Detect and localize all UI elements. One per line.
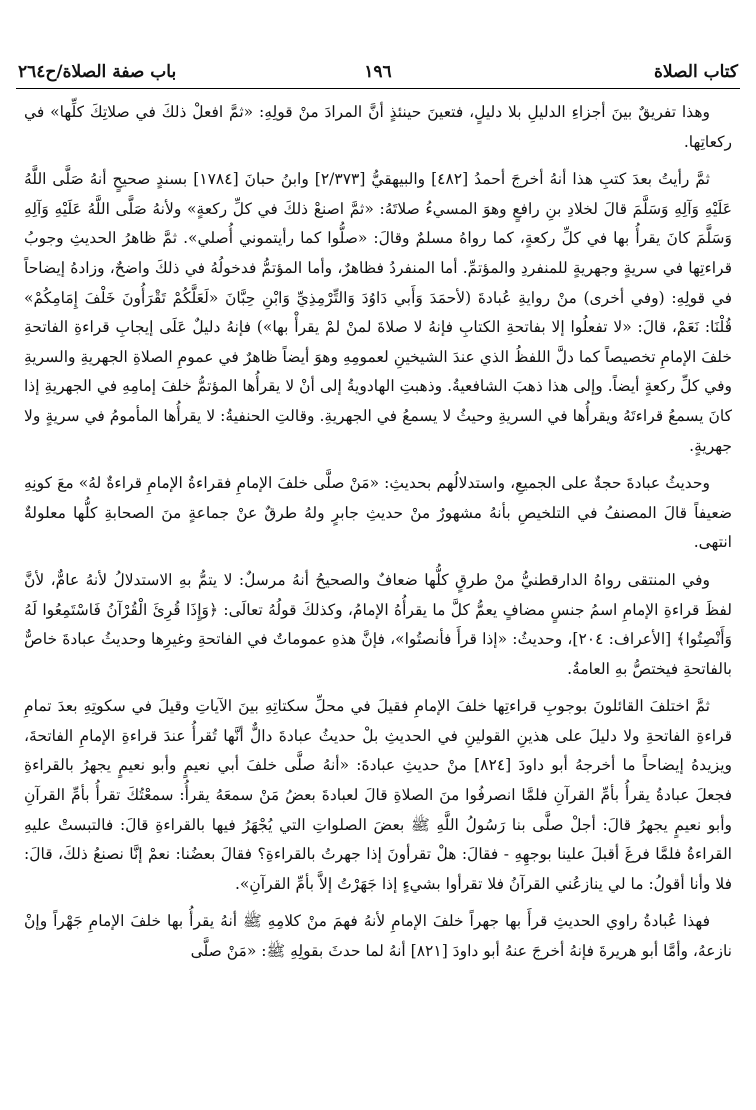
running-header xyxy=(18,58,738,88)
page-number: ١٩٦ xyxy=(364,62,392,82)
header-rule xyxy=(16,88,740,89)
chapter-reference: باب صفة الصلاة/ح٢٦٤ xyxy=(18,62,177,82)
paragraph: فهذا عُبادةُ راوي الحديثِ قرأَ بها جهراً خلفَ الإمامِ لأنهُ فهمَ منْ كلامِهِ ﷺ أنهُ يقرأُ بها خلفَ الإمامِ جَهْراً وإنْ نازعهُ، وأمَّا أبو هريرةَ فإنهُ أخرجَ عنهُ أبو داودَ [٨٢١] أنهُ لما حدثَ بقولِهِ ﷺ: «مَنْ صلَّى xyxy=(24,912,732,961)
paragraph: وفي المنتقى رواهُ الدارقطنيُّ منْ طرقٍ كلُّها ضعافٌ والصحيحُ أنهُ مرسلٌ: لا يتمُّ بهِ الاستدلالُ لأنهُ عامٌّ، لأنَّ لفظَ قراءةِ الإمامِ اسمُ جنسٍ مضافٍ يعمُّ كلَّ ما يقرأُهُ الإمامُ، وكذلكَ قولُهُ تعالَى: ﴿وَإِذَا قُرِئَ الْقُرْآنُ فَاسْتَمِعُوا لَهُ وَأَنْصِتُوا﴾ [الأعراف: ٢٠٤]، وحديثُ: «إذا قرأَ فأنصتُوا»، فإنَّ هذهِ عموماتٌ في الفاتحةِ وغيرِها وحديثُ عبادةَ خاصٌّ بالفاتحةِ فيختصُّ بهِ العامةُ. xyxy=(24,570,732,678)
body-text xyxy=(24,98,732,975)
book-title: كتاب الصلاة xyxy=(653,62,738,82)
paragraph: ثمَّ رأيتُ بعدَ كتبِ هذا أنهُ أخرجَ أحمدُ [٤٨٢] والبيهقيُّ [٢/٣٧٣] وابنُ حبانَ [١٧٨٤] بسندٍ صحيحٍ أنهُ صَلَّى اللَّهُ عَلَيْهِ وَآلِهِ وَسَلَّمَ قالَ لخلادِ بنِ رافعٍ وهوَ المسيءُ صلاتَهُ: «ثمَّ اصنعْ ذلكَ في كلِّ ركعةٍ» ولأنهُ صَلَّى اللَّهُ عَلَيْهِ وَآلِهِ وَسَلَّمَ كانَ يقرأُ بها في كلِّ ركعةٍ، كما رواهُ مسلمٌ وقالَ: «صلُّوا كما رأيتموني أُصلي». ثمَّ ظاهرُ الحديثِ وجوبُ قراءتِها في سريةٍ وجهريةٍ للمنفردِ والمؤتمِّ. أما المنفردُ فظاهرٌ، وأما المؤتمُّ فدخولُهُ في ذلكَ واضحٌ، وزادهُ إيضاحاً في قولِهِ: (وفي أخرى) منْ روايةِ عُبادةَ (لأحمَدَ وَأَبي دَاوُدَ وَالتِّرْمِذِيِّ وَابْنِ حِبَّانَ «لَعَلَّكُمْ تَقْرَأُونَ خَلْفَ إِمَامِكُمْ» قُلْنَا: نَعَمْ، قالَ: «لا تفعلُوا إلا بفاتحةِ الكتابِ فإنهُ لا صلاةَ لمنْ لمْ يقرأْ بها») فإنهُ دليلٌ عَلَى إيجابِ قراءةِ الفاتحةِ خلفَ الإمامِ تخصيصاً كما دلَّ اللفظُ الذي عندَ الشيخينِ لعمومِهِ وهوَ أيضاً ظاهرٌ في عمومِ الصلاةِ الجهريةِ والسريةِ وفي كلِّ ركعةٍ أيضاً. وإلى هذا ذهبَ الشافعيةُ. وذهبتِ الهادويةُ إلى أنْ لا يقرأُها المؤتمُّ خلفَ إمامِهِ في الجهريةِ إذا كانَ يسمعُ قراءتَهُ ويقرأُها في السريةِ وحيثُ لا يسمعُ في الجهريةِ. وقالتِ الحنفيةُ: لا يقرأُها المأمومُ في سريةٍ ولا جهريةٍ. xyxy=(24,170,732,455)
paragraph: ثمَّ اختلفَ القائلونَ بوجوبِ قراءتِها خلفَ الإمامِ فقيلَ في محلِّ سكتاتِهِ بينَ الآياتِ وقيلَ في سكوتِهِ بعدَ تمامِ قراءةِ الفاتحةِ ولا دليلَ على هذينِ القولينِ في الحديثِ بلْ حديثُ عبادةَ دالٌّ أنَّها تُقرأُ عندَ قراءةِ الإمامِ الفاتحةَ، ويزيدهُ إيضاحاً ما أخرجهُ أبو داودَ [٨٢٤] منْ حديثِ عبادةَ: «أنهُ صلَّى خلفَ أبي نعيمٍ وأبو نعيمٍ يجهرُ بالقراءةِ فجعلَ عبادةُ يقرأُ بأمِّ القرآنِ فلمَّا انصرفُوا منَ الصلاةِ قالَ لعبادةَ بعضُ مَنْ سمعَهُ يقرأُ: سمعْتُكَ تقرأُ بأمِّ القرآنِ وأبو نعيمٍ يجهرُ قالَ: أجلْ صلَّى بنا رَسُولُ اللَّهِ ﷺ بعضَ الصلواتِ التي يُجْهَرُ فيها بالقراءةِ قالَ: فالتبستْ عليهِ القراءةُ فلمَّا فرغَ أقبلَ علينا بوجهِهِ - فقالَ: هلْ تقرأونَ إذا جهرتُ بالقراءةِ؟ فقالَ بعضُنا: نعمْ إنَّا نصنعُ ذلكَ، قالَ: فلا وأنا أقولُ: ما لي ينازعُني القرآنُ فلا تقرأوا بشيءٍ إذا جَهَرْتُ إلاَّ بأمِّ القرآنِ». xyxy=(24,697,732,893)
paragraph: وهذا تفريقٌ بينَ أجزاءِ الدليلِ بلا دليلٍ، فتعينَ حينئذٍ أنَّ المرادَ منْ قولِهِ: «ثمَّ افعلْ ذلكَ في صلاتِكَ كلِّها» في ركعاتِها. xyxy=(24,103,732,151)
paragraph: وحديثُ عبادةَ حجةٌ على الجميعِ، واستدلالُهم بحديثِ: «مَنْ صلَّى خلفَ الإمامِ فقراءةُ الإمامِ قراءةٌ لهُ» معَ كونِهِ ضعيفاً قالَ المصنفُ في التلخيصِ بأنهُ مشهورٌ منْ حديثِ جابرٍ ولهُ طرقٌ عنْ جماعةٍ منَ الصحابةِ كلُّها معلولةٌ انتهى. xyxy=(24,474,732,552)
